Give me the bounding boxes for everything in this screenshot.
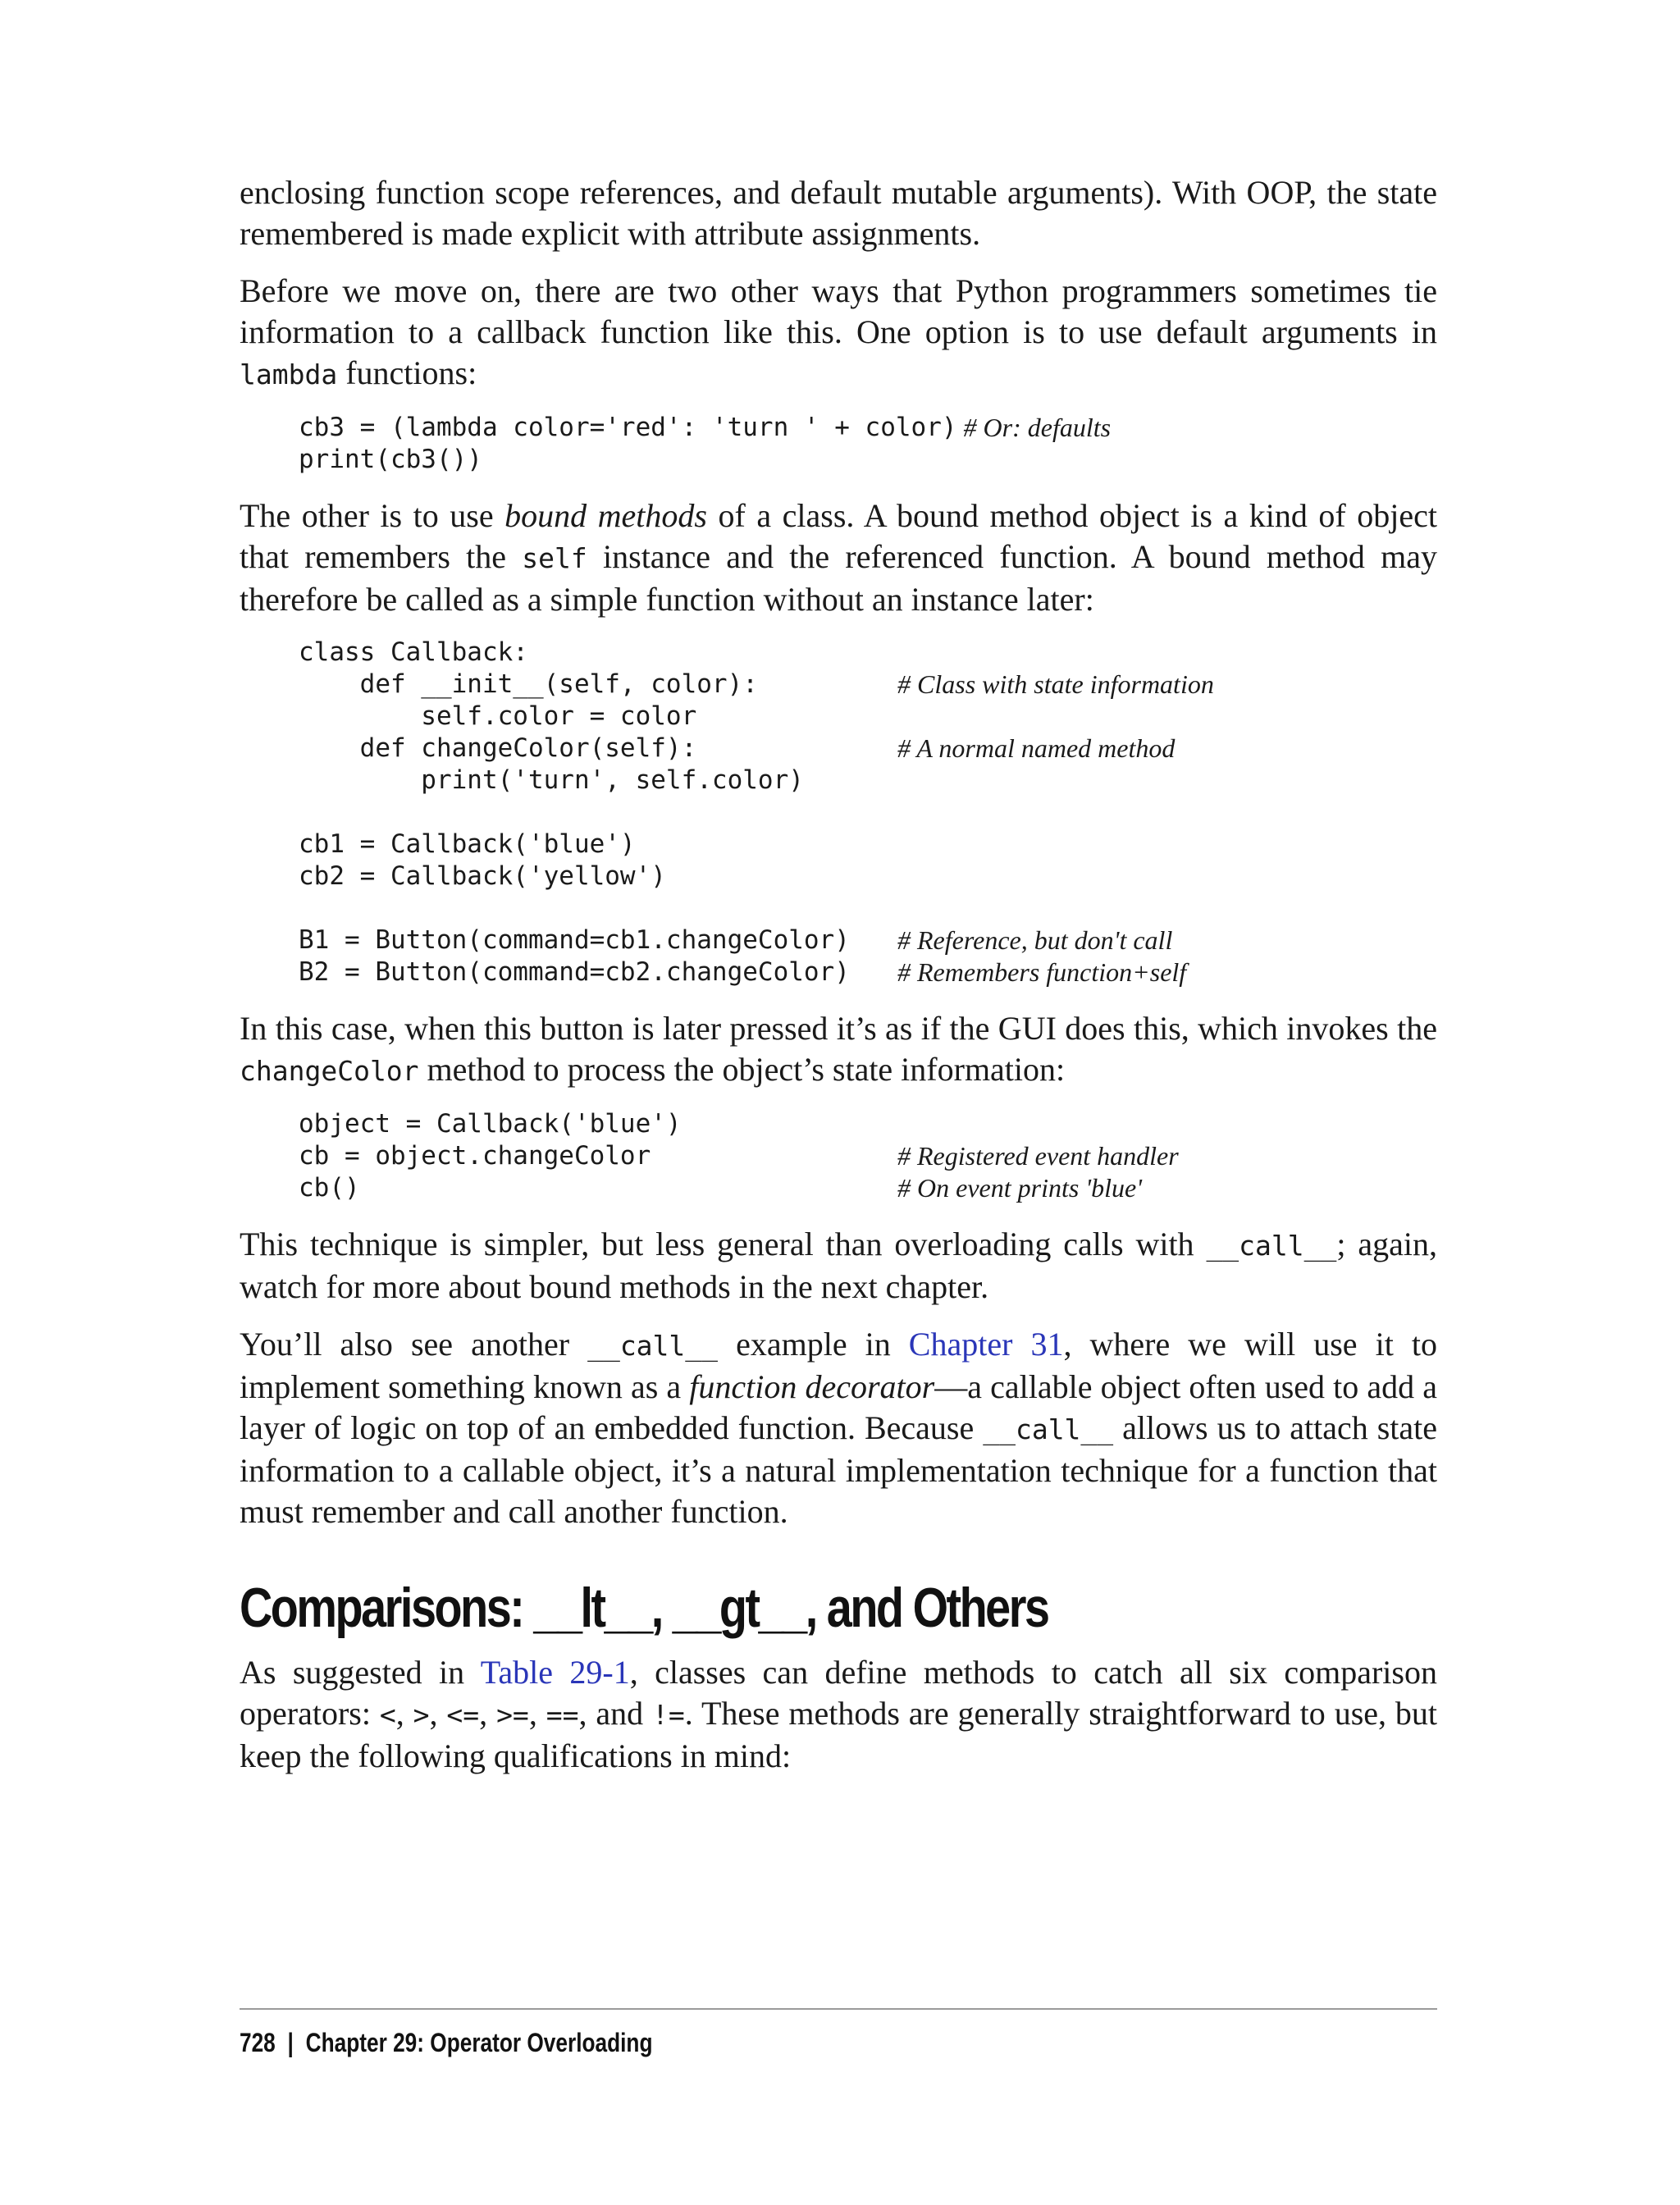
page-content (240, 172, 1437, 1793)
paragraph-bound-methods: The other is to use bound methods of a class. A bound method object is a kind of object that remembers the self instance and the referenced function. A bound method may therefore be called as a simple function without an instance later: (240, 497, 1437, 618)
code-comment: # On event prints 'blue' (897, 1173, 1143, 1203)
paragraph-other-ways: Before we move on, there are two other ways that Python programmers sometimes tie information to a callback function like this. One option is to use default arguments in lambda functions: (240, 272, 1437, 391)
code-comment: # Class with state information (897, 669, 1214, 699)
code-line: print(cb3()) (299, 445, 482, 474)
code-comment: # Reference, but don't call (897, 925, 1173, 955)
code-block-callback-class (299, 637, 1437, 988)
code-line-blank (299, 892, 1437, 924)
paragraph-technique-simpler: This technique is simpler, but less general than overloading calls with __call__; again, watch for more about bound methods in the next chapter. (240, 1226, 1437, 1305)
code-line: cb3 = (lambda color='red': 'turn ' + color) # Or: defaults (299, 413, 1112, 442)
paragraph-function-decorator: You’ll also see another __call__ example in Chapter 31, where we will use it to implement something known as a function decorator—a callable object often used to add a layer of logic on top of an embedded function. Because __call__ allows us to attach state information to a callable object, it’s a natural implementation technique for a function that must remember and call another function. (240, 1326, 1437, 1530)
code-line: class Callback: (299, 637, 528, 667)
code-comment: # Registered event handler (897, 1141, 1179, 1171)
inline-code-operator: <= (446, 1699, 480, 1731)
inline-code-operator: != (652, 1699, 685, 1731)
section-heading: Comparisons: __lt__, __gt__, and Others (240, 1577, 1048, 1639)
code-block-bound-method-call (299, 1108, 1437, 1204)
code-line: object = Callback('blue') (299, 1109, 682, 1139)
inline-code-call: __call__ (983, 1413, 1114, 1445)
table-29-1-link[interactable]: Table 29-1 (480, 1654, 630, 1691)
chapter-31-link[interactable]: Chapter 31 (908, 1326, 1064, 1363)
code-comment: # Or: defaults (963, 413, 1112, 442)
code-comment: # Remembers function+self (897, 957, 1187, 987)
code-line-blank (299, 797, 1437, 829)
paragraph-button-pressed: In this case, when this button is later pressed it’s as if the GUI does this, which invokes the changeColor method to process the object’s state information: (240, 1010, 1437, 1088)
code-line: B2 = Button(command=cb2.changeColor) # Remembers function+self (299, 957, 1187, 987)
inline-code-operator: >= (496, 1699, 529, 1731)
paragraph-comparison-operators: As suggested in Table 29-1, classes can define methods to catch all six comparison operators: <, >, <=, >=, ==, and !=. These methods are generally straightforward to use, but keep the following qualifications in mind: (240, 1654, 1438, 1774)
inline-code-operator: == (546, 1699, 579, 1731)
inline-code-self: self (522, 542, 587, 574)
page-number: 728 (240, 2028, 276, 2057)
paragraph-state-remembered: enclosing function scope references, and default mutable arguments). With OOP, the state remembered is made explicit with attribute assignments. (240, 174, 1437, 252)
emphasis-bound-methods: bound methods (504, 497, 707, 534)
chapter-title: Chapter 29: Operator Overloading (305, 2028, 653, 2057)
inline-code-call: __call__ (1206, 1230, 1337, 1262)
code-line: cb2 = Callback('yellow') (299, 861, 666, 891)
footer-text (240, 2028, 1221, 2058)
code-line: print('turn', self.color) (299, 765, 804, 795)
code-line: def changeColor(self): # A normal named method (299, 733, 1176, 763)
code-line: cb1 = Callback('blue') (299, 829, 636, 859)
code-line: B1 = Button(command=cb1.changeColor) # Reference, but don't call (299, 925, 1173, 955)
inline-code-changecolor: changeColor (240, 1055, 419, 1087)
code-comment: # A normal named method (897, 733, 1176, 763)
code-line: cb() # On event prints 'blue' (299, 1173, 1143, 1203)
inline-code-call: __call__ (587, 1330, 719, 1362)
page-footer (240, 2008, 1437, 2058)
code-line: self.color = color (299, 701, 697, 731)
code-block-lambda-defaults (299, 412, 1437, 476)
inline-code-operator: < (379, 1699, 396, 1731)
code-line: def __init__(self, color): # Class with state information (299, 669, 1214, 699)
code-line: cb = object.changeColor # Registered event handler (299, 1141, 1179, 1171)
inline-code-operator: > (413, 1699, 430, 1731)
footer-separator: | (287, 2028, 294, 2057)
inline-code-lambda: lambda (240, 358, 338, 390)
emphasis-function-decorator: function decorator (689, 1368, 935, 1405)
